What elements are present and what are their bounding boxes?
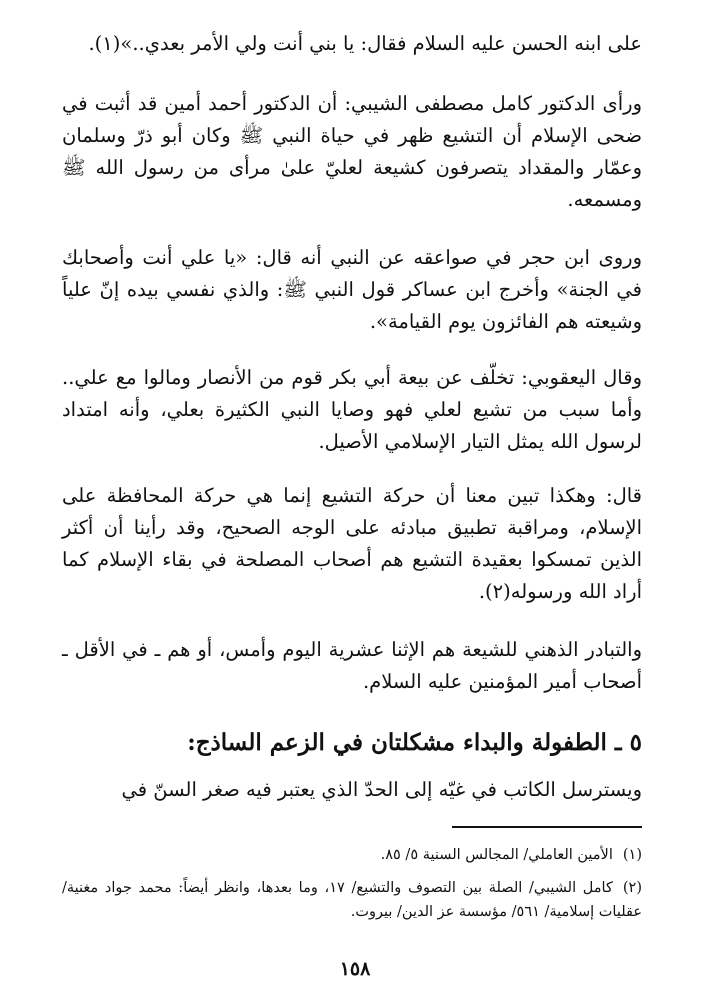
paragraph-6: والتبادر الذهني للشيعة هم الإثنا عشرية اليوم وأمس، أو هم ـ في الأقل ـ أصحاب أمير المؤمنين عليه السلام. xyxy=(62,638,642,693)
paragraph-7: ويسترسل الكاتب في غيّه إلى الحدّ الذي يعتبر فيه صغر السنّ في xyxy=(121,778,642,801)
page-number: ١٥٨ xyxy=(339,958,371,980)
paragraph-3: وروى ابن حجر في صواعقه عن النبي أنه قال: «يا علي أنت وأصحابك في الجنة» وأخرج ابن عساكر قول النبي ﷺ: والذي نفسي بيده إنّ علياً وشيعته هم الفائزون يوم القيامة». xyxy=(62,246,642,333)
footnote-1-text: الأمين العاملي/ المجالس السنية ٥/ ٨٥. xyxy=(380,847,613,863)
paragraph-2: ورأى الدكتور كامل مصطفى الشيبي: أن الدكتور أحمد أمين قد أثبت في ضحى الإسلام أن التشيع ظهر في حياة النبي ﷺ وكان أبو ذرّ وسلمان وعمّار والمقداد يتصرفون كشيعة لعليّ علىٰ مرأى من رسول الله ﷺ ومسمعه. xyxy=(62,92,642,211)
paragraph-5: قال: وهكذا تبين معنا أن حركة التشيع إنما هي حركة المحافظة على الإسلام، ومراقبة تطبيق مبادئه على الوجه الصحيح، وقد رأينا أن أكثر الذين تمسكوا بعقيدة التشيع هم أصحاب المصلحة في بقاء الإسلام كما أراد الله ورسوله(٢). xyxy=(62,484,642,603)
footnote-separator xyxy=(452,826,642,828)
section-heading: ٥ ـ الطفولة والبداء مشكلتان في الزعم الساذج: xyxy=(187,729,642,756)
footnote-1 xyxy=(62,843,642,867)
paragraph-4: وقال اليعقوبي: تخلّف عن بيعة أبي بكر قوم من الأنصار ومالوا مع علي.. وأما سبب من تشيع لعلي فهو وصايا النبي الكثيرة بعلي، وأنه امتداد لرسول الله يمثل التيار الإسلامي الأصيل. xyxy=(62,366,642,453)
footnote-1-number: (١) xyxy=(622,847,642,863)
footnote-2-text: كامل الشيبي/ الصلة بين التصوف والتشيع/ ١٧، وما بعدها، وانظر أيضاً: محمد جواد مغنية/ عقليات إسلامية/ ٥٦١/ مؤسسة عز الدين/ بيروت. xyxy=(62,880,642,920)
footnote-2 xyxy=(62,876,642,924)
paragraph-1: على ابنه الحسن عليه السلام فقال: يا بني أنت ولي الأمر بعدي..»(١). xyxy=(88,32,642,55)
footnote-2-number: (٢) xyxy=(622,880,643,896)
